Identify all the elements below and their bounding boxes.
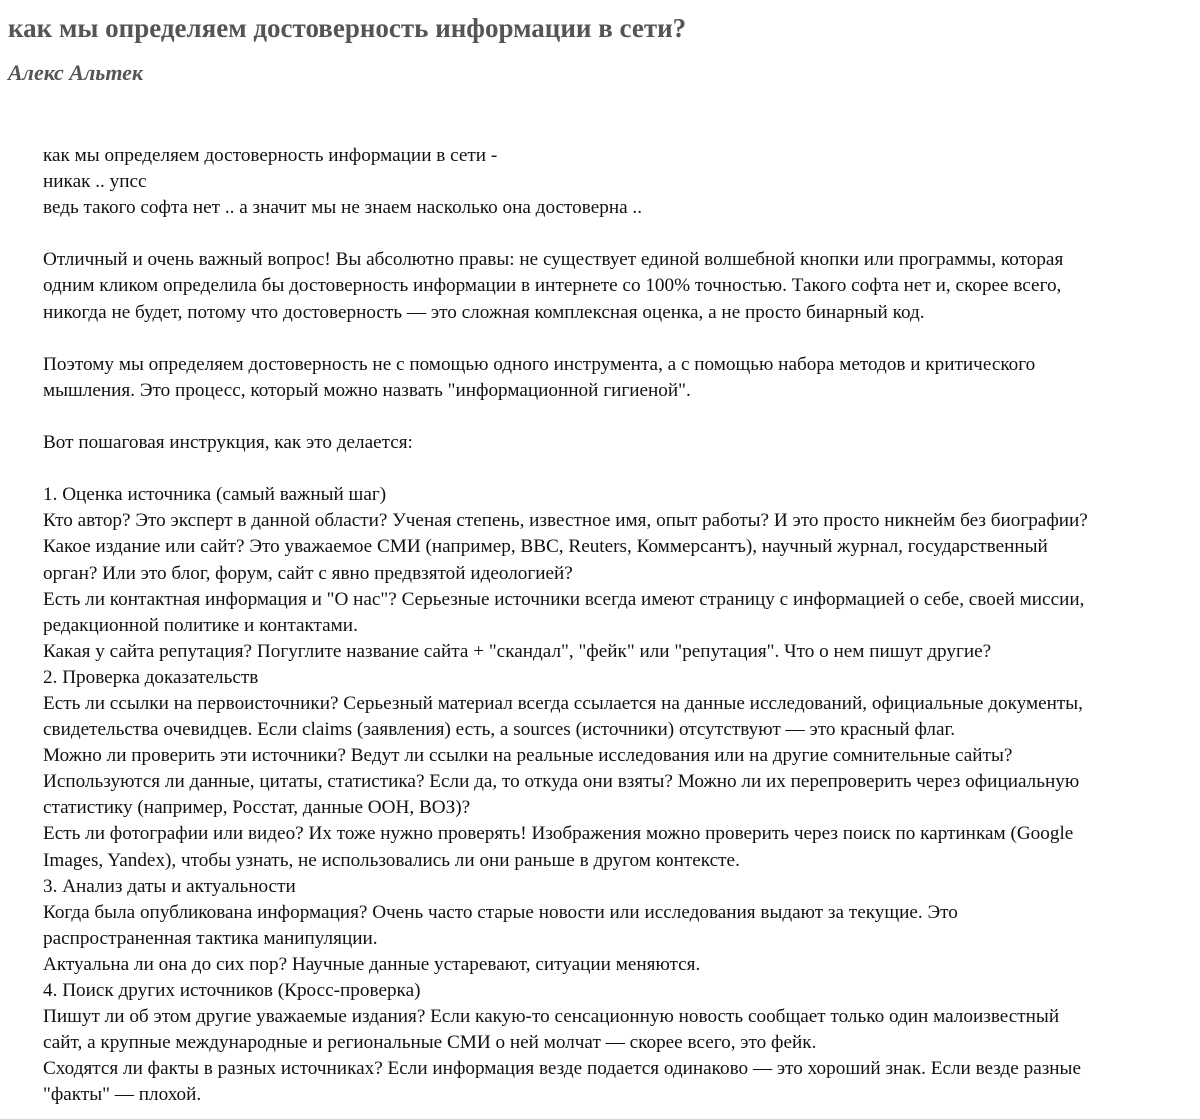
text-line: Отличный и очень важный вопрос! Вы абсолютно правы: не существует единой волшебной кнопки или программы, которая xyxy=(43,249,1064,271)
paragraph-gap xyxy=(43,326,1193,352)
step-heading: 1. Оценка источника (самый важный шаг) xyxy=(43,484,387,506)
text-line: одним кликом определила бы достоверность информации в интернете со 100% точностью. Такого софта нет и, скорее всего, xyxy=(43,275,1062,297)
paragraph-gap xyxy=(43,456,1193,482)
answer-paragraph-2 xyxy=(43,352,1193,404)
text-line: сайт, а крупные международные и региональные СМИ о ней молчат — скорее всего, это фейк. xyxy=(43,1032,817,1054)
text-line: Кто автор? Это эксперт в данной области? Ученая степень, известное имя, опыт работы? И это просто никнейм без биографии? xyxy=(43,510,1088,532)
text-line: редакционной политике и контактами. xyxy=(43,614,358,636)
text-line: Актуальна ли она до сих пор? Научные данные устаревают, ситуации меняются. xyxy=(43,953,701,975)
text-line: Какая у сайта репутация? Погуглите название сайта + "скандал", "фейк" или "репутация". Что о нем пишут другие? xyxy=(43,640,992,662)
intro-question xyxy=(43,143,1193,221)
text-line: Используются ли данные, цитаты, статистика? Если да, то откуда они взяты? Можно ли их перепроверить через официальную xyxy=(43,771,1080,793)
text-line: Есть ли контактная информация и "О нас"? Серьезные источники всегда имеют страницу с информацией о себе, своей миссии, xyxy=(43,588,1085,610)
article-body xyxy=(43,143,1193,1108)
text-line: Пишут ли об этом другие уважаемые издания? Если какую-то сенсационную новость сообщает только один малоизвестный xyxy=(43,1006,1060,1028)
text-line: Какое издание или сайт? Это уважаемое СМИ (например, BBC, Reuters, Коммерсантъ), научный журнал, государственный xyxy=(43,536,1048,558)
intro-line: как мы определяем достоверность информации в сети - xyxy=(43,145,498,166)
steps-list xyxy=(43,482,1193,1108)
text-line: свидетельства очевидцев. Если claims (заявления) есть, а sources (источники) отсутствуют — это красный флаг. xyxy=(43,719,956,741)
text-line: статистику (например, Росстат, данные ООН, ВОЗ)? xyxy=(43,797,471,819)
text-line: Есть ли ссылки на первоисточники? Серьезный материал всегда ссылается на данные исследований, официальные документы, xyxy=(43,692,1083,714)
answer-paragraph-3 xyxy=(43,430,1193,456)
intro-line: ведь такого софта нет .. а значит мы не знаем насколько она достоверна .. xyxy=(43,197,642,219)
step-heading: 4. Поиск других источников (Кросс-проверка) xyxy=(43,980,421,1001)
text-line: орган? Или это блог, форум, сайт с явно предвзятой идеологией? xyxy=(43,562,573,584)
text-line: Можно ли проверить эти источники? Ведут ли ссылки на реальные исследования или на другие сомнительные сайты? xyxy=(43,745,1013,767)
step-heading: 3. Анализ даты и актуальности xyxy=(43,875,296,897)
text-line: распространенная тактика манипуляции. xyxy=(43,927,378,949)
text-line: "факты" — плохой. xyxy=(43,1084,202,1106)
author-name: Алекс Альтек xyxy=(8,60,144,85)
text-line: Есть ли фотографии или видео? Их тоже нужно проверять! Изображения можно проверить через поиск по картинкам (Google xyxy=(43,823,1074,845)
answer-paragraph-1 xyxy=(43,247,1193,325)
text-line: Когда была опубликована информация? Очень часто старые новости или исследования выдают за текущие. Это xyxy=(43,901,958,923)
intro-line: никак .. упсс xyxy=(43,171,147,193)
page-title: как мы определяем достоверность информации в сети? xyxy=(8,13,687,43)
paragraph-gap xyxy=(43,221,1193,247)
text-line: Вот пошаговая инструкция, как это делается: xyxy=(43,432,413,454)
text-line: никогда не будет, потому что достоверность — это сложная комплексная оценка, а не просто бинарный код. xyxy=(43,301,925,323)
step-heading: 2. Проверка доказательств xyxy=(43,666,259,688)
text-line: Поэтому мы определяем достоверность не с помощью одного инструмента, а с помощью набора методов и критического xyxy=(43,353,1036,375)
text-line: Images, Yandex), чтобы узнать, не использовались ли они раньше в другом контексте. xyxy=(43,849,740,871)
paragraph-gap xyxy=(43,404,1193,430)
text-line: Сходятся ли факты в разных источниках? Если информация везде подается одинаково — это хороший знак. Если везде разные xyxy=(43,1058,1081,1080)
text-line: мышления. Это процесс, который можно назвать "информационной гигиеной". xyxy=(43,379,691,401)
